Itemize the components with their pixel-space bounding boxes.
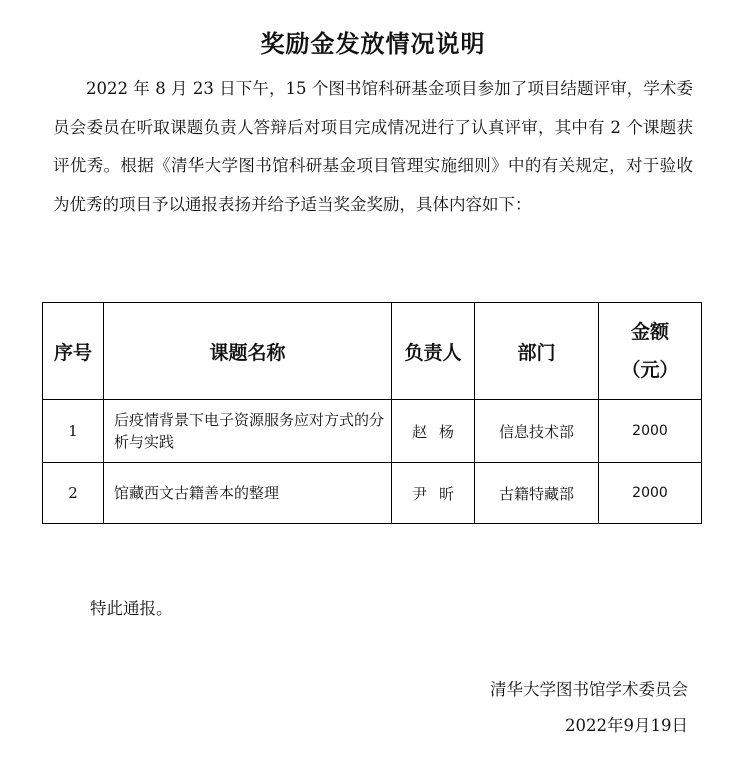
cell-topic: 后疫情背景下电子资源服务应对方式的分析与实践 bbox=[104, 400, 392, 463]
cell-topic: 馆藏西文古籍善本的整理 bbox=[104, 463, 392, 524]
header-person: 负责人 bbox=[392, 303, 475, 400]
table-row bbox=[43, 400, 702, 463]
header-department: 部门 bbox=[475, 303, 599, 400]
award-table bbox=[42, 302, 702, 524]
cell-amount: 2000 bbox=[599, 400, 702, 463]
cell-person: 尹昕 bbox=[392, 463, 475, 524]
document-date: 2022年9月19日 bbox=[565, 716, 688, 735]
table-header-row bbox=[43, 303, 702, 400]
header-amount-unit: （元） bbox=[621, 359, 679, 381]
page-title: 奖励金发放情况说明 bbox=[260, 30, 486, 58]
cell-index: 2 bbox=[43, 463, 104, 524]
cell-amount: 2000 bbox=[599, 463, 702, 524]
cell-department: 古籍特藏部 bbox=[475, 463, 599, 524]
header-topic: 课题名称 bbox=[104, 303, 392, 400]
cell-department: 信息技术部 bbox=[475, 400, 599, 463]
signature: 清华大学图书馆学术委员会 bbox=[490, 680, 688, 699]
cell-index: 1 bbox=[43, 400, 104, 463]
header-amount bbox=[599, 303, 702, 400]
header-amount-label: 金额 bbox=[630, 321, 669, 343]
closing-text: 特此通报。 bbox=[90, 599, 173, 618]
header-index: 序号 bbox=[43, 303, 104, 400]
cell-person: 赵杨 bbox=[392, 400, 475, 463]
body-paragraph: 2022 年 8 月 23 日下午，15 个图书馆科研基金项目参加了项目结题评审，学术委员会委员在听取课题负责人答辩后对项目完成情况进行了认真评审，其中有 2 个课题获评优秀。根据《清华大学图书馆科研基金项目管理实施细则》中的有关规定，对于验收为优秀的项目予以通报表扬并给予适当奖金奖励，具体内容如下： bbox=[53, 79, 693, 214]
table-row bbox=[43, 463, 702, 524]
